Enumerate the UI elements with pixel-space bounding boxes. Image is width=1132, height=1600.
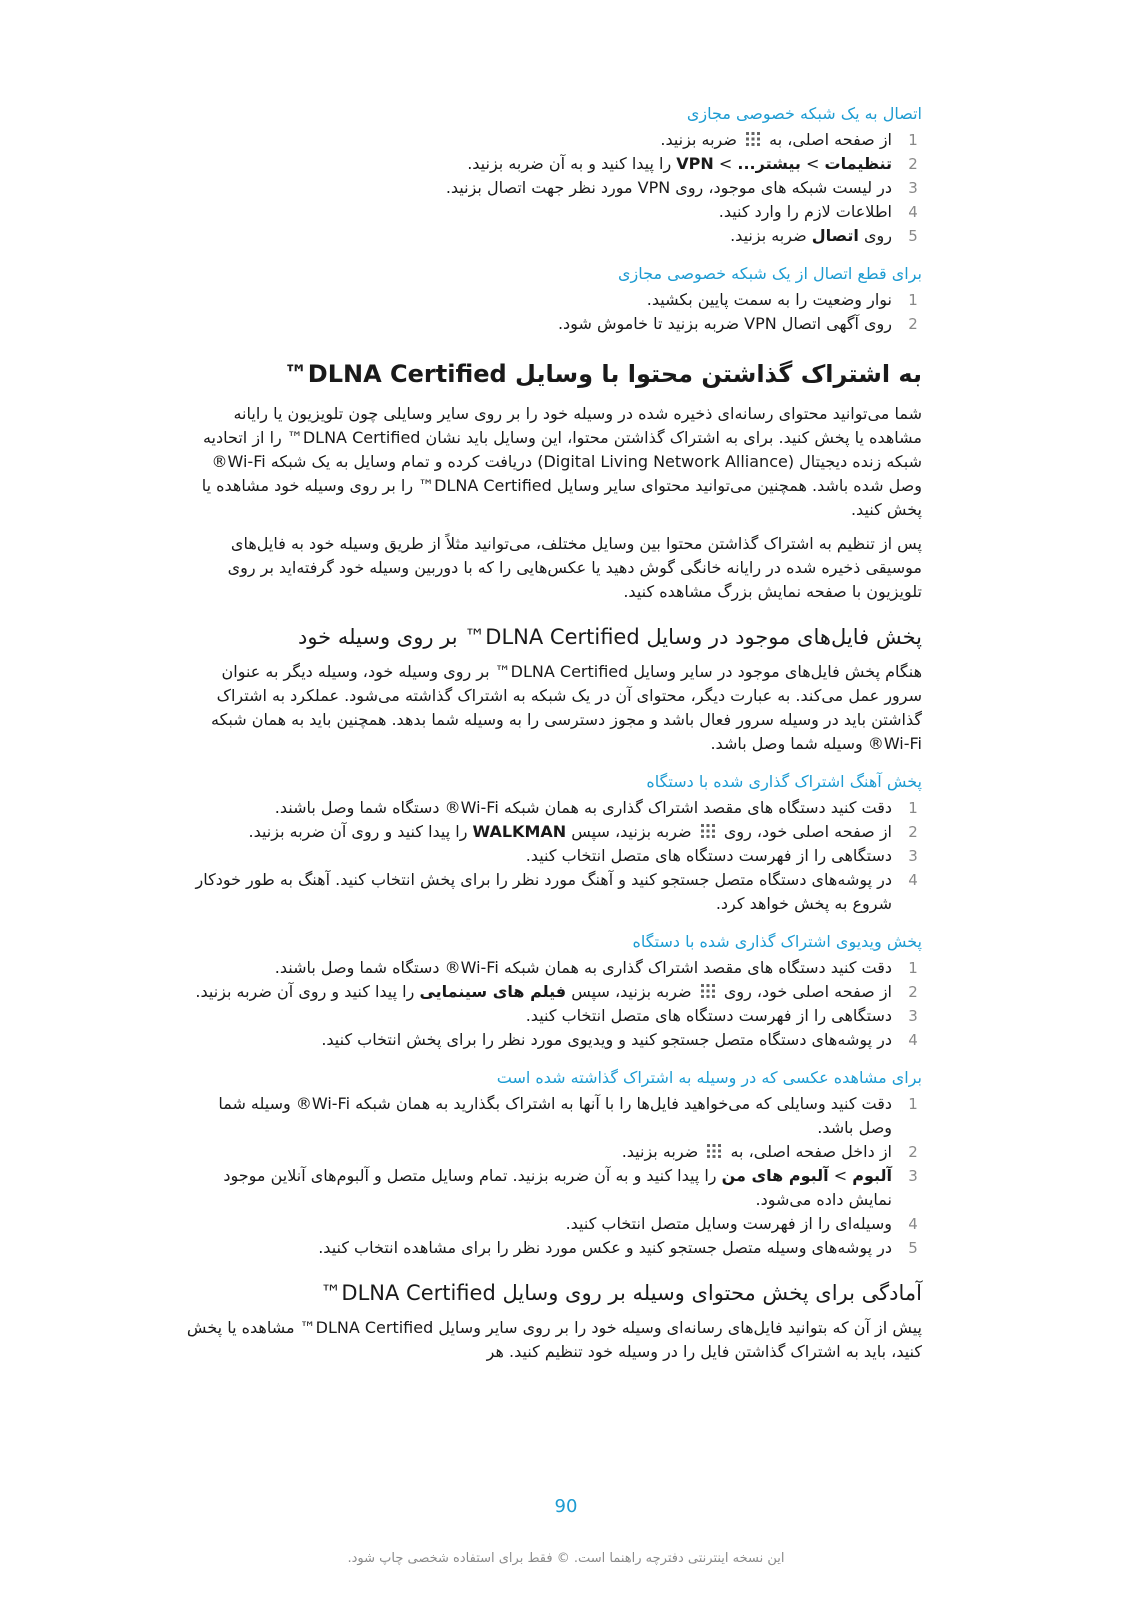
step-text: ضربه بزنید. — [730, 226, 807, 245]
step-number: 1 — [908, 1095, 918, 1113]
step-text: دقت کنید وسایلی که می‌خواهید فایل‌ها را با آنها به اشتراک بگذارید به همان شبکه Wi-Fi® وسیله شما وصل باشد. — [218, 1094, 892, 1137]
step-text: از صفحه اصلی، به — [769, 130, 892, 149]
vpn-connect-heading: اتصال به یک شبکه خصوصی مجازی — [686, 104, 922, 123]
step-text: از صفحه اصلی خود، روی — [723, 822, 892, 841]
menu-path-my-albums: آلبوم های من — [721, 1166, 829, 1185]
list-item — [186, 956, 922, 980]
step-number: 4 — [908, 871, 918, 889]
step-text: را پیدا کنید و به آن ضربه بزنید. تمام وسایل متصل و آلبوم‌های آنلاین موجود نمایش داده می‌شود. — [223, 1166, 892, 1209]
list-item — [186, 1028, 922, 1052]
step-number: 5 — [908, 1239, 918, 1257]
video-share-heading: پخش ویدیوی اشتراک گذاری شده با دستگاه — [632, 932, 922, 951]
vpn-connect-steps — [186, 128, 922, 248]
step-text: دستگاهی را از فهرست دستگاه های متصل انتخاب کنید. — [525, 1006, 892, 1025]
apps-grid-icon — [745, 131, 761, 147]
step-number: 2 — [908, 823, 918, 841]
page-number: 90 — [554, 1496, 578, 1517]
list-item — [186, 844, 922, 868]
list-item — [186, 1004, 922, 1028]
dlna-paragraph-2: پس از تنظیم به اشتراک گذاشتن محتوا بین وسایل مختلف، می‌توانید مثلاً از طریق وسیله خود به فایل‌های موسیقی ذخیره شده در رایانه خانگی گوش دهید یا عکس‌هایی را که با دوربین وسیله خود گرفته‌اید بر روی تلویزیون با صفحه نمایش بزرگ مشاهده کنید. — [227, 534, 922, 601]
list-item — [186, 224, 922, 248]
step-number: 3 — [908, 1007, 918, 1025]
prep-paragraph: پیش از آن که بتوانید فایل‌های رسانه‌ای وسیله خود را بر روی سایر وسایل DLNA Certified™ مشاهده یا پخش کنید، باید به اشتراک گذاشتن فایل را در وسیله خود تنظیم کنید. هر — [186, 1318, 922, 1361]
apps-grid-icon — [706, 1143, 722, 1159]
step-text: از صفحه اصلی خود، روی — [723, 982, 892, 1001]
list-item — [186, 288, 922, 312]
list-item — [186, 1140, 922, 1164]
step-text: در پوشه‌های دستگاه متصل جستجو کنید و ویدیوی مورد نظر را برای پخش انتخاب کنید. — [321, 1030, 892, 1049]
list-item — [186, 312, 922, 336]
list-item — [186, 200, 922, 224]
step-number: 2 — [908, 155, 918, 173]
movies-app-label: فیلم های سینمایی — [419, 982, 567, 1001]
music-share-steps — [186, 796, 922, 916]
step-text: در لیست شبکه های موجود، روی VPN مورد نظر جهت اتصال بزنید. — [445, 178, 892, 197]
list-item — [186, 176, 922, 200]
apps-grid-icon — [700, 983, 716, 999]
connect-label: اتصال — [811, 226, 859, 245]
step-text: را پیدا کنید و روی آن ضربه بزنید. — [195, 982, 415, 1001]
step-text: نوار وضعیت را به سمت پایین بکشید. — [646, 290, 892, 309]
list-item — [186, 1236, 922, 1260]
photo-share-steps — [186, 1092, 922, 1260]
step-text: از داخل صفحه اصلی، به — [730, 1142, 892, 1161]
dlna-section-title: به اشتراک گذاشتن محتوا با وسایل DLNA Certified™ — [283, 360, 922, 388]
step-number: 3 — [908, 847, 918, 865]
vpn-disconnect-heading: برای قطع اتصال از یک شبکه خصوصی مجازی — [618, 264, 922, 283]
step-text: روی آگهی اتصال VPN ضربه بزنید تا خاموش شود. — [557, 314, 892, 333]
step-number: 2 — [908, 983, 918, 1001]
step-number: 2 — [908, 315, 918, 333]
step-text: ضربه بزنید، سپس — [571, 982, 692, 1001]
prep-section-title: آمادگی برای پخش محتوای وسیله بر روی وسایل DLNA Certified™ — [320, 1281, 922, 1305]
play-paragraph: هنگام پخش فایل‌های موجود در سایر وسایل DLNA Certified™ بر روی وسیله خود، وسیله دیگر به عنوان سرور عمل می‌کند. به عبارت دیگر، محتوای آن در یک شبکه به اشتراک گذاشته می‌شود. عملکرد به اشتراک گذاشتن باید در وسیله سرور فعال باشد و مجوز دسترسی را به وسیله شما بدهد. همچنین باید به همان شبکه Wi-Fi® وسیله شما وصل باشد. — [211, 662, 922, 753]
list-item — [186, 796, 922, 820]
video-share-steps — [186, 956, 922, 1052]
list-item — [186, 1212, 922, 1236]
step-number: 1 — [908, 291, 918, 309]
list-item — [186, 1092, 922, 1140]
list-item — [186, 128, 922, 152]
path-separator: > — [718, 154, 733, 173]
list-item — [186, 152, 922, 176]
dlna-paragraph-1: شما می‌توانید محتوای رسانه‌ای ذخیره شده در وسیله خود را بر روی سایر وسایلی چون تلویزیون یا رایانه مشاهده یا پخش کنید. برای به اشتراک گذاشتن محتوا، این وسایل باید نشان DLNA Certified™ را از اتحادیه شبکه زنده دیجیتال (Digital Living Network Alliance) دریافت کرده و تمام وسایل به یک شبکه Wi-Fi® وصل شده باشد. همچنین می‌توانید محتوای سایر وسایل DLNA Certified™ را بر روی وسیله خود مشاهده یا پخش کنید. — [201, 404, 922, 519]
step-number: 4 — [908, 1031, 918, 1049]
menu-path-settings: تنظیمات — [824, 154, 892, 173]
step-text: دستگاهی را از فهرست دستگاه های متصل انتخاب کنید. — [525, 846, 892, 865]
step-text: در پوشه‌های وسیله متصل جستجو کنید و عکس مورد نظر را برای مشاهده انتخاب کنید. — [318, 1238, 892, 1257]
page-content — [186, 102, 922, 1374]
vpn-disconnect-steps — [186, 288, 922, 336]
step-text: ضربه بزنید، سپس — [571, 822, 692, 841]
step-text: دقت کنید دستگاه های مقصد اشتراک گذاری به همان شبکه Wi-Fi® دستگاه شما وصل باشند. — [274, 958, 892, 977]
step-number: 1 — [908, 799, 918, 817]
menu-path-vpn: VPN — [676, 154, 714, 173]
photo-share-heading: برای مشاهده عکسی که در وسیله به اشتراک گذاشته شده است — [496, 1068, 922, 1087]
path-separator: > — [833, 1166, 848, 1185]
list-item — [186, 1164, 922, 1212]
list-item — [186, 820, 922, 844]
list-item — [186, 980, 922, 1004]
walkman-app-label: WALKMAN — [472, 822, 567, 841]
step-number: 1 — [908, 131, 918, 149]
menu-path-album: آلبوم — [852, 1166, 892, 1185]
step-number: 3 — [908, 179, 918, 197]
footer-note: این نسخه اینترنتی دفترچه راهنما است. © فقط برای استفاده شخصی چاپ شود. — [347, 1551, 785, 1566]
step-text: را پیدا کنید و روی آن ضربه بزنید. — [248, 822, 468, 841]
step-text: اطلاعات لازم را وارد کنید. — [718, 202, 892, 221]
menu-path-more: بیشتر... — [737, 154, 801, 173]
step-number: 4 — [908, 203, 918, 221]
step-number: 2 — [908, 1143, 918, 1161]
list-item — [186, 868, 922, 916]
step-text: در پوشه‌های دستگاه متصل جستجو کنید و آهنگ مورد نظر را برای پخش انتخاب کنید. آهنگ به طور خودکار شروع به پخش خواهد کرد. — [195, 870, 892, 913]
step-text: ضربه بزنید. — [621, 1142, 699, 1161]
step-text: را پیدا کنید و به آن ضربه بزنید. — [467, 154, 672, 173]
step-number: 4 — [908, 1215, 918, 1233]
step-text: روی — [864, 226, 892, 245]
step-text: ضربه بزنید. — [660, 130, 737, 149]
step-text: وسیله‌ای را از فهرست وسایل متصل انتخاب کنید. — [565, 1214, 892, 1233]
apps-grid-icon — [700, 823, 716, 839]
music-share-heading: پخش آهنگ اشتراک گذاری شده با دستگاه — [646, 772, 922, 791]
path-separator: > — [806, 154, 820, 173]
step-number: 3 — [908, 1167, 918, 1185]
step-number: 1 — [908, 959, 918, 977]
play-section-title: پخش فایل‌های موجود در وسایل DLNA Certified™ بر روی وسیله خود — [297, 625, 922, 649]
step-number: 5 — [908, 227, 918, 245]
step-text: دقت کنید دستگاه های مقصد اشتراک گذاری به همان شبکه Wi-Fi® دستگاه شما وصل باشند. — [274, 798, 892, 817]
